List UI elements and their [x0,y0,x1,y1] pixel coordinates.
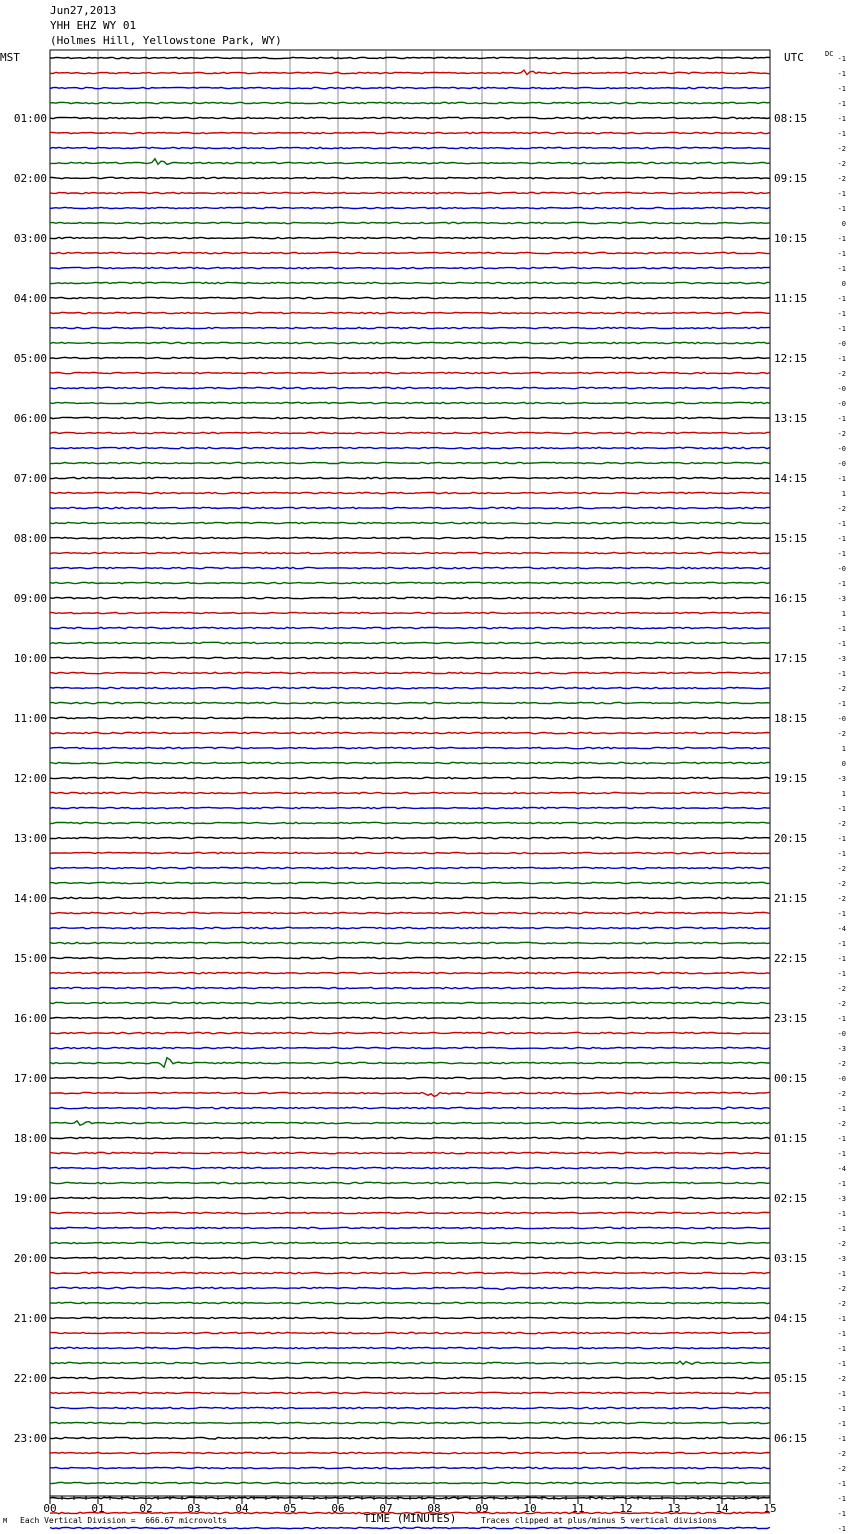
trace-line [50,417,770,418]
trace-line [50,1242,770,1243]
trace-line [50,642,770,643]
trace-line [50,327,770,328]
trace-line [50,582,770,583]
dc-offset-label: -1 [837,850,846,858]
trace-line [50,552,770,553]
dc-offset-label: -2 [837,1090,846,1098]
dc-offset-label: -1 [837,520,846,528]
dc-offset-label: -2 [837,985,846,993]
dc-offset-label: -2 [837,1375,846,1383]
trace-line [50,1058,770,1068]
trace-line [50,1452,770,1453]
trace-line [50,1152,770,1153]
dc-offset-label: -1 [837,1525,846,1533]
trace-line [50,822,770,823]
trace-line [50,657,770,658]
dc-offset-label: -3 [837,775,846,783]
utc-hour-label: 08:15 [774,112,808,125]
mst-hour-label: 18:00 [13,1132,47,1145]
dc-offset-label: -1 [837,1015,846,1023]
trace-line [50,537,770,538]
trace-line [50,972,770,973]
trace-line [50,372,770,373]
trace-line [50,1527,770,1528]
trace-line [50,237,770,238]
mst-hour-label: 11:00 [13,712,47,725]
mst-hour-label: 16:00 [13,1012,47,1025]
trace-line [50,1002,770,1003]
dc-offset-label: -2 [837,1060,846,1068]
date-label: Jun27,2013 [50,4,117,17]
plot-frame [50,50,770,1496]
dc-offset-label: -3 [837,655,846,663]
x-tick-label: 08 [427,1502,441,1515]
dc-offset-label: -1 [837,55,846,63]
utc-hour-label: 01:15 [774,1132,808,1145]
utc-hour-label: 14:15 [774,472,808,485]
mst-hour-label: 15:00 [13,952,47,965]
dc-offset-label: -1 [837,70,846,78]
trace-line [50,942,770,943]
trace-line [50,462,770,463]
x-tick-label: 05 [283,1502,297,1515]
dc-offset-label: -2 [837,895,846,903]
trace-line [50,1361,770,1364]
trace-line [50,222,770,223]
x-tick-label: 10 [523,1502,537,1515]
dc-offset-label: -1 [837,970,846,978]
trace-line [50,102,770,103]
dc-offset-label: -1 [837,1210,846,1218]
trace-line [50,882,770,883]
dc-offset-label: 1 [841,610,846,618]
dc-offset-label: -2 [837,820,846,828]
mst-hour-label: 12:00 [13,772,47,785]
trace-line [50,1407,770,1408]
trace-line [50,1092,770,1096]
dc-offset-label: -1 [837,295,846,303]
trace-line [50,1302,770,1303]
trace-line [50,1197,770,1198]
trace-line [50,1212,770,1213]
mst-axis-label: MST [0,51,20,64]
x-tick-label: 14 [715,1502,729,1515]
dc-offset-label: -3 [837,1255,846,1263]
trace-line [50,747,770,748]
dc-offset-label: -1 [837,1315,846,1323]
trace-line [50,1377,770,1378]
trace-line [50,987,770,988]
trace-line [50,57,770,58]
station-label: YHH EHZ WY 01 [50,19,137,32]
trace-line [50,447,770,448]
trace-line [50,342,770,343]
dc-offset-label: -1 [837,1180,846,1188]
utc-hour-label: 15:15 [774,532,808,545]
dc-offset-label: -0 [837,340,846,348]
trace-line [50,717,770,718]
utc-hour-label: 22:15 [774,952,808,965]
dc-offset-label: -2 [837,1285,846,1293]
trace-line [50,612,770,613]
trace-line [50,897,770,898]
dc-offset-label: -2 [837,880,846,888]
dc-offset-label: -1 [837,640,846,648]
utc-hour-label: 19:15 [774,772,808,785]
trace-line [50,357,770,358]
x-tick-label: 02 [139,1502,153,1515]
x-tick-label: 12 [619,1502,633,1515]
dc-offset-label: -2 [837,1120,846,1128]
dc-offset-label: -1 [837,1345,846,1353]
utc-hour-label: 21:15 [774,892,808,905]
trace-line [50,1107,770,1109]
dc-offset-label: -1 [837,550,846,558]
mst-hour-label: 23:00 [13,1432,47,1445]
dc-offset-label: -1 [837,940,846,948]
dc-offset-label: -1 [837,1270,846,1278]
trace-line [50,432,770,433]
dc-offset-label: -2 [837,1465,846,1473]
trace-line [50,207,770,208]
dc-offset-label: -2 [837,175,846,183]
trace-line [50,687,770,688]
trace-line [50,252,770,253]
mst-hour-label: 02:00 [13,172,47,185]
dc-offset-label: -0 [837,565,846,573]
dc-offset-label: -3 [837,595,846,603]
dc-offset-label: -3 [837,1045,846,1053]
dc-offset-label: -0 [837,445,846,453]
mst-hour-label: 04:00 [13,292,47,305]
x-tick-label: 15 [763,1502,777,1515]
trace-line [50,1032,770,1033]
dc-offset-label: -1 [837,670,846,678]
trace-line [50,597,770,598]
trace-line [50,1121,770,1125]
dc-offset-label: -1 [837,1420,846,1428]
dc-offset-label: -4 [837,925,846,933]
trace-line [50,1047,770,1048]
dc-offset-label: -2 [837,865,846,873]
utc-hour-label: 23:15 [774,1012,808,1025]
dc-offset-label: -1 [837,1390,846,1398]
utc-hour-label: 00:15 [774,1072,808,1085]
trace-line [50,297,770,298]
x-tick-label: 09 [475,1502,489,1515]
dc-offset-label: -1 [837,1480,846,1488]
trace-line [50,312,770,313]
dc-offset-label: -1 [837,580,846,588]
dc-offset-label: -0 [837,1030,846,1038]
dc-offset-label: 1 [841,745,846,753]
utc-hour-label: 16:15 [774,592,808,605]
trace-line [50,402,770,403]
utc-hour-label: 10:15 [774,232,808,245]
trace-line [50,117,770,118]
mst-hour-label: 08:00 [13,532,47,545]
mst-hour-label: 01:00 [13,112,47,125]
dc-offset-label: -1 [837,1405,846,1413]
trace-line [50,1077,770,1078]
utc-axis-label: UTC [784,51,804,64]
dc-offset-label: -1 [837,1105,846,1113]
trace-line [50,387,770,388]
dc-offset-label: -1 [837,1225,846,1233]
utc-hour-label: 03:15 [774,1252,808,1265]
dc-offset-label: -1 [837,130,846,138]
mst-hour-label: 19:00 [13,1192,47,1205]
trace-line [50,807,770,808]
utc-hour-label: 02:15 [774,1192,808,1205]
dc-offset-label: -1 [837,1135,846,1143]
trace-line [50,1137,770,1138]
x-tick-label: 04 [235,1502,249,1515]
dc-offset-label: 0 [841,220,846,228]
trace-line [50,522,770,523]
dc-offset-label: -1 [837,625,846,633]
dc-offset-label: -1 [837,310,846,318]
mst-hour-label: 07:00 [13,472,47,485]
clip-note: Traces clipped at plus/minus 5 vertical divisions [481,1516,718,1525]
trace-line [50,1257,770,1258]
mst-hour-label: 20:00 [13,1252,47,1265]
dc-offset-label: -1 [837,190,846,198]
dc-offset-label: -1 [837,835,846,843]
trace-line [50,1482,770,1483]
trace-line [50,477,770,478]
x-tick-label: 11 [571,1502,585,1515]
trace-line [50,1437,770,1439]
trace-line [50,1347,770,1348]
trace-line [50,1182,770,1183]
dc-offset-label: -1 [837,100,846,108]
dc-offset-label: -1 [837,1330,846,1338]
trace-line [50,177,770,178]
trace-line [50,927,770,928]
dc-offset-label: -1 [837,85,846,93]
dc-offset-label: -1 [837,205,846,213]
trace-line [50,867,770,868]
trace-line [50,1167,770,1168]
trace-line [50,492,770,493]
utc-hour-label: 11:15 [774,292,808,305]
utc-hour-label: 04:15 [774,1312,808,1325]
utc-hour-label: 09:15 [774,172,808,185]
division-note: Each Vertical Division = 666.67 microvolts [20,1516,228,1525]
dc-offset-label: -0 [837,385,846,393]
dc-offset-label: -1 [837,700,846,708]
dc-offset-label: -2 [837,1000,846,1008]
dc-offset-label: -1 [837,475,846,483]
trace-line [50,1422,770,1423]
dc-offset-label: -2 [837,685,846,693]
dc-offset-label: -2 [837,1450,846,1458]
utc-hour-label: 12:15 [774,352,808,365]
dc-offset-label: 0 [841,760,846,768]
dc-offset-label: -2 [837,160,846,168]
x-tick-label: 01 [91,1502,105,1515]
dc-offset-label: -1 [837,235,846,243]
utc-hour-label: 17:15 [774,652,808,665]
trace-line [50,777,770,778]
trace-line [50,159,770,165]
trace-line [50,1287,770,1289]
dc-offset-label: -1 [837,535,846,543]
dc-offset-label: 1 [841,490,846,498]
location-label: (Holmes Hill, Yellowstone Park, WY) [50,34,282,47]
dc-offset-label: -1 [837,250,846,258]
trace-line [50,1227,770,1228]
trace-line [50,70,770,75]
trace-line [50,702,770,703]
trace-line [50,837,770,838]
mst-hour-label: 17:00 [13,1072,47,1085]
dc-offset-label: -1 [837,910,846,918]
utc-hour-label: 20:15 [774,832,808,845]
mst-hour-label: 14:00 [13,892,47,905]
dc-offset-label: -1 [837,265,846,273]
dc-offset-label: -1 [837,1510,846,1518]
trace-line [50,267,770,268]
dc-offset-label: -1 [837,415,846,423]
dc-offset-label: -4 [837,1165,846,1173]
trace-line [50,672,770,673]
mst-hour-label: 03:00 [13,232,47,245]
trace-line [50,957,770,958]
dc-offset-label: -2 [837,730,846,738]
dc-offset-label: -1 [837,1150,846,1158]
x-tick-label: 06 [331,1502,345,1515]
mst-hour-label: 21:00 [13,1312,47,1325]
trace-line [50,792,770,793]
x-tick-label: 03 [187,1502,201,1515]
trace-line [50,567,770,568]
dc-offset-label: -1 [837,1435,846,1443]
dc-offset-label: -2 [837,430,846,438]
trace-line [50,1272,770,1273]
dc-offset-label: -0 [837,460,846,468]
mst-hour-label: 10:00 [13,652,47,665]
dc-offset-label: -2 [837,1240,846,1248]
trace-line [50,87,770,88]
trace-line [50,912,770,913]
trace-line [50,852,770,853]
mst-hour-label: 09:00 [13,592,47,605]
trace-line [50,762,770,763]
trace-line [50,627,770,628]
dc-offset-label: 1 [841,790,846,798]
utc-hour-label: 18:15 [774,712,808,725]
dc-offset-label: -2 [837,1300,846,1308]
trace-line [50,1332,770,1333]
trace-line [50,1317,770,1318]
dc-offset-label: -0 [837,400,846,408]
trace-line [50,1392,770,1393]
mst-hour-label: 06:00 [13,412,47,425]
dc-offset-label: -1 [837,1495,846,1503]
trace-line [50,147,770,148]
trace-line [50,192,770,193]
mst-hour-label: 05:00 [13,352,47,365]
dc-offset-label: -0 [837,715,846,723]
trace-line [50,132,770,133]
dc-offset-label: 0 [841,280,846,288]
trace-line [50,1017,770,1018]
utc-hour-label: 06:15 [774,1432,808,1445]
trace-line [50,507,770,508]
x-tick-label: 07 [379,1502,393,1515]
utc-hour-label: 13:15 [774,412,808,425]
mst-hour-label: 13:00 [13,832,47,845]
dc-offset-label: -1 [837,325,846,333]
dc-header-label: DC [825,50,834,58]
mst-hour-label: 22:00 [13,1372,47,1385]
dc-offset-label: -2 [837,370,846,378]
dc-offset-label: -1 [837,115,846,123]
dc-offset-label: -3 [837,1195,846,1203]
dc-offset-label: -1 [837,1360,846,1368]
dc-offset-label: -2 [837,145,846,153]
dc-offset-label: -1 [837,355,846,363]
x-tick-label: 13 [667,1502,681,1515]
corner-mark: M [3,1517,8,1525]
dc-offset-label: -1 [837,955,846,963]
trace-line [50,282,770,283]
trace-line [50,1467,770,1468]
trace-line [50,732,770,733]
x-axis-title: TIME (MINUTES) [363,1512,457,1525]
dc-offset-label: -1 [837,805,846,813]
utc-hour-label: 05:15 [774,1372,808,1385]
dc-offset-label: -2 [837,505,846,513]
x-tick-label: 00 [43,1502,57,1515]
dc-offset-label: -0 [837,1075,846,1083]
